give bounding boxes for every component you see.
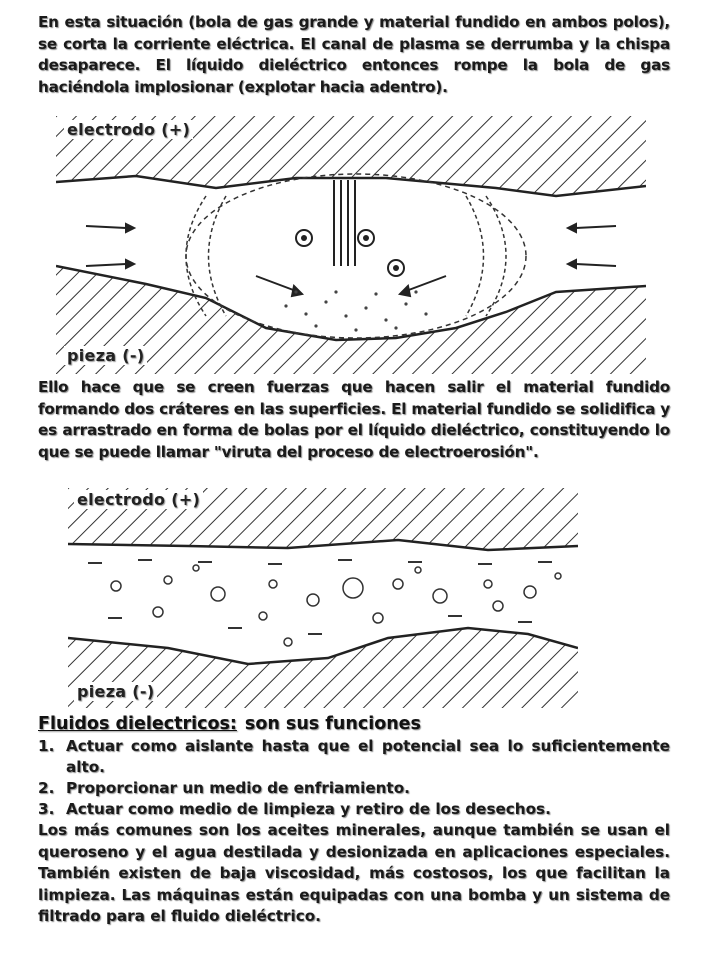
- figure-implosion: [56, 116, 646, 374]
- list-item-text: Proporcionar un medio de enfriamiento.: [66, 779, 410, 797]
- section-heading: [38, 712, 670, 736]
- list-item-text: Actuar como aislante hasta que el potencial sea lo suficientemente alto.: [66, 737, 670, 776]
- functions-list: [38, 736, 670, 820]
- list-item: [38, 799, 670, 820]
- section-heading-underlined: Fluidos dielectricos:: [38, 714, 237, 734]
- figure-debris: [68, 488, 578, 708]
- list-item-number: 3.: [38, 800, 55, 818]
- list-item: [38, 778, 670, 799]
- figure-implosion-drawing: [56, 116, 646, 374]
- list-item-text: Actuar como medio de limpieza y retiro de los desechos.: [66, 800, 551, 818]
- figure-debris-electrode-label: electrodo (+): [74, 490, 203, 509]
- paragraph-implosion: En esta situación (bola de gas grande y material fundido en ambos polos), se corta la corriente eléctrica. El canal de plasma se derrumba y la chispa desaparece. El líquido dieléctrico entonces rompe la bola de gas haciéndola implosionar (explotar hacia adentro).: [38, 13, 670, 96]
- dielectric-fluids-section: [38, 712, 670, 928]
- list-item-number: 1.: [38, 737, 55, 755]
- figure-implosion-piece-label: pieza (-): [64, 346, 147, 365]
- closing-paragraph: Los más comunes son los aceites minerales, aunque también se usan el queroseno y el agua destilada y desionizada en aplicaciones especiales. También existen de baja viscosidad, más costosos, los que facilitan la limpieza. Las máquinas están equipadas con una bomba y un sistema de filtrado para el fluido dieléctrico.: [38, 821, 670, 925]
- figure-debris-drawing: [68, 488, 578, 708]
- paragraph-craters: Ello hace que se creen fuerzas que hacen salir el material fundido formando dos cráteres en las superficies. El material fundido se solidifica y es arrastrado en forma de bolas por el líquido dieléctrico, constituyendo lo que se puede llamar "viruta del proceso de electroerosión".: [38, 378, 670, 461]
- list-item: [38, 736, 670, 778]
- section-heading-rest: son sus funciones: [244, 714, 421, 734]
- figure-debris-piece-label: pieza (-): [74, 682, 157, 701]
- figure-implosion-electrode-label: electrodo (+): [64, 120, 193, 139]
- list-item-number: 2.: [38, 779, 55, 797]
